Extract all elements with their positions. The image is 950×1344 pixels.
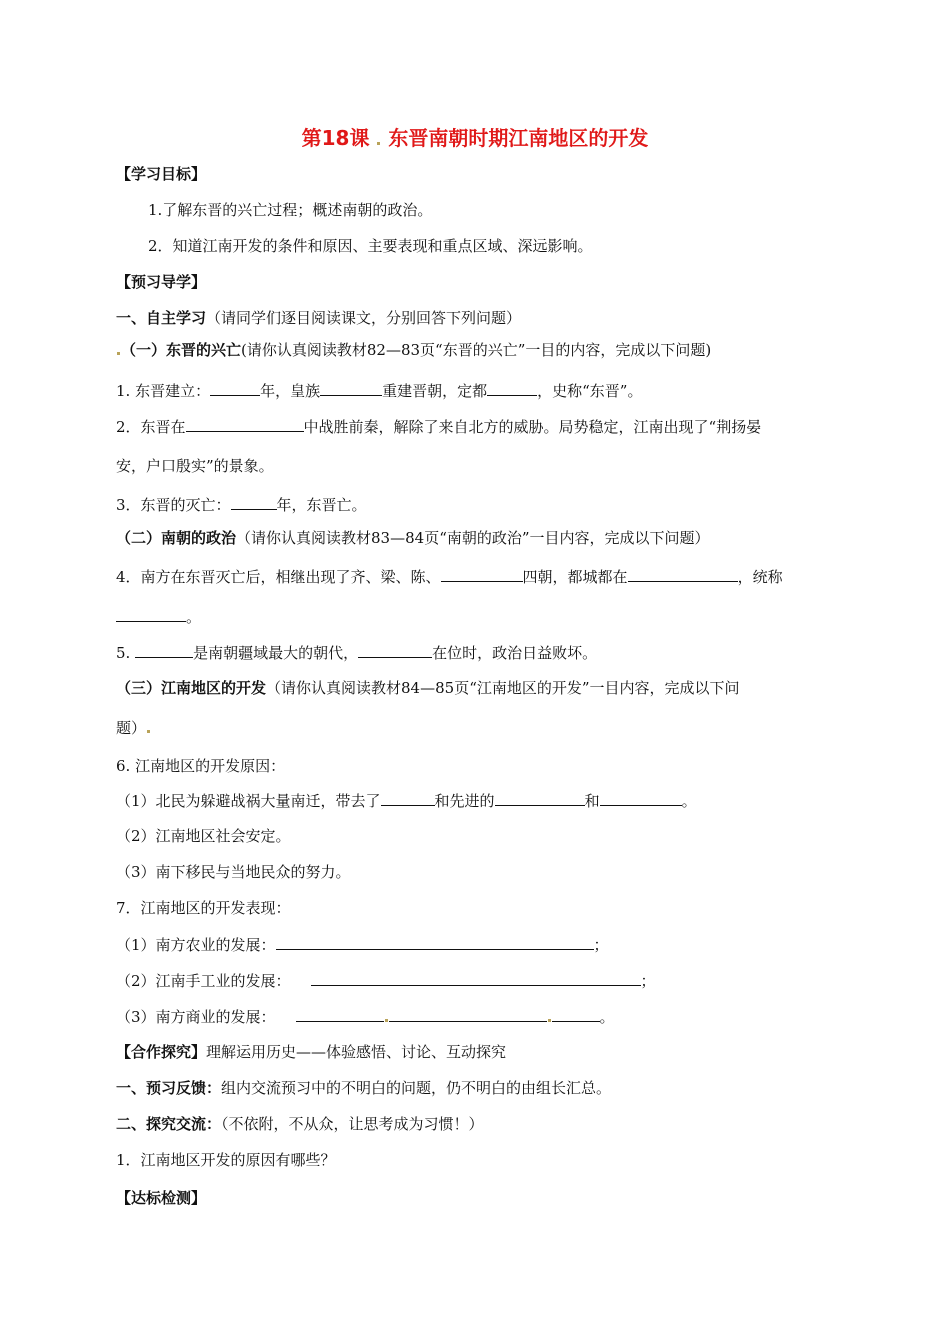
title-main: 东晋南朝时期江南地区的开发: [388, 126, 649, 150]
part-1-head: （一）东晋的兴亡: [121, 341, 242, 359]
section-learning-goals: 【学习目标】: [116, 165, 207, 183]
explore-exchange: [116, 1114, 484, 1134]
mark-dot: [548, 1019, 551, 1022]
q6-text: 和先进的: [434, 792, 495, 810]
mark-dot: [147, 730, 150, 733]
section-preview: 【预习导学】: [116, 273, 207, 291]
blank-collective-name[interactable]: [116, 606, 186, 622]
mark-dot: [117, 352, 120, 355]
q4-text: ，统称: [737, 568, 783, 586]
q6-text: （1）北民为躲避战祸大量南迁，带去了: [116, 792, 381, 810]
q7-text: （2）江南手工业的发展：: [116, 972, 291, 990]
q3-text: 3．东晋的灭亡：: [116, 496, 231, 514]
question-7: 7．江南地区的开发表现：: [116, 899, 291, 917]
blank-technology[interactable]: [495, 790, 585, 806]
blank-battle[interactable]: [186, 416, 304, 432]
q5-text: 是南朝疆域最大的朝代，: [193, 644, 359, 662]
part-3-note: （请你认真阅读教材84—85页“江南地区的开发”一目内容，完成以下问: [266, 679, 740, 697]
q6-text: 和: [584, 792, 600, 810]
coop-head: 【合作探究】: [116, 1043, 207, 1061]
title-prefix: 第18课: [301, 126, 370, 150]
part-3-heading: [116, 678, 740, 698]
question-7-2: [116, 970, 656, 991]
feedback-note: 组内交流预习中的不明白的问题，仍不明白的由组长汇总。: [221, 1079, 612, 1097]
goal-2: 2．知道江南开发的条件和原因、主要表现和重点区域、深远影响。: [148, 237, 593, 255]
mark-dot: [385, 1019, 388, 1022]
q4-text: 。: [186, 608, 202, 626]
question-7-1: [116, 934, 609, 955]
blank-year[interactable]: [210, 380, 260, 396]
q5-text: 5.: [116, 644, 131, 662]
question-4: [116, 566, 783, 587]
q7-text: ；: [640, 972, 656, 990]
part-3-heading-cont: [116, 718, 151, 738]
q1-text: ，史称“东晋”。: [537, 382, 643, 400]
blank-dynasty[interactable]: [135, 642, 193, 658]
q7-text: （1）南方农业的发展：: [116, 936, 276, 954]
question-6-3: （3）南下移民与当地民众的努力。: [116, 863, 351, 881]
explore-head: 二、探究交流：: [116, 1115, 222, 1133]
blank-commerce-2[interactable]: [389, 1006, 547, 1022]
q7-text: ；: [593, 936, 609, 954]
part-2-head: （二）南朝的政治: [116, 529, 237, 547]
question-5: [116, 642, 597, 663]
question-2: [116, 416, 761, 437]
mark-dot: [377, 142, 380, 145]
q7-text: 。: [599, 1008, 615, 1026]
q1-text: 年，皇族: [260, 382, 321, 400]
q3-text: 年，东晋亡。: [276, 496, 367, 514]
question-7-3: [116, 1006, 615, 1027]
q2-text: 2．东晋在: [116, 418, 186, 436]
self-study-heading: [116, 308, 521, 328]
q6-text: 。: [681, 792, 697, 810]
self-study-head: 一、自主学习: [116, 309, 207, 327]
blank-tools[interactable]: [600, 790, 682, 806]
blank-labor[interactable]: [381, 790, 435, 806]
explore-note: （不依附，不从众，让思考成为习惯！）: [221, 1115, 484, 1133]
part-2-heading: [116, 528, 710, 548]
blank-dynasty[interactable]: [441, 566, 523, 582]
section-cooperation: [116, 1042, 506, 1062]
question-3: [116, 494, 367, 515]
blank-capital[interactable]: [487, 380, 537, 396]
q2-text: 中战胜前秦，解除了来自北方的威胁。局势稳定，江南出现了“荆扬晏: [303, 418, 762, 436]
q4-text: 四朝，都城都在: [522, 568, 628, 586]
coop-note: 理解运用历史——体验感悟、讨论、互动探究: [206, 1043, 507, 1061]
q1-text: 1. 东晋建立：: [116, 382, 211, 400]
question-4-cont: [116, 606, 201, 627]
question-6: 6. 江南地区的开发原因：: [116, 757, 286, 775]
q1-text: 重建晋朝，定都: [382, 382, 488, 400]
blank-year[interactable]: [231, 494, 277, 510]
q4-text: 4．南方在东晋灭亡后，相继出现了齐、梁、陈、: [116, 568, 441, 586]
section-test: 【达标检测】: [116, 1189, 207, 1207]
goal-1: 1.了解东晋的兴亡过程；概述南朝的政治。: [148, 201, 433, 219]
blank-royal[interactable]: [320, 380, 382, 396]
feedback-head: 一、预习反馈：: [116, 1079, 222, 1097]
blank-agriculture[interactable]: [276, 934, 594, 950]
q5-text: 在位时，政治日益败坏。: [432, 644, 598, 662]
part-1-heading: [116, 340, 711, 360]
q7-text: （3）南方商业的发展：: [116, 1008, 276, 1026]
explore-question-1: 1．江南地区开发的原因有哪些？: [116, 1151, 336, 1169]
blank-commerce-3[interactable]: [552, 1006, 600, 1022]
blank-handicraft[interactable]: [311, 970, 641, 986]
question-2-cont: 安，户口殷实”的景象。: [116, 457, 274, 475]
question-6-1: [116, 790, 697, 811]
question-1: [116, 380, 642, 401]
question-6-2: （2）江南地区社会安定。: [116, 827, 291, 845]
part-1-note: (请你认真阅读教材82—83页“东晋的兴亡”一目的内容，完成以下问题): [241, 341, 712, 359]
part-3-head: （三）江南地区的开发: [116, 679, 267, 697]
page-title: [0, 124, 950, 152]
blank-emperor[interactable]: [358, 642, 432, 658]
self-study-note: （请同学们逐目阅读课文，分别回答下列问题）: [206, 309, 522, 327]
part-2-note: （请你认真阅读教材83—84页“南朝的政治”一目内容，完成以下问题）: [236, 529, 710, 547]
blank-capital[interactable]: [628, 566, 738, 582]
preview-feedback: [116, 1078, 611, 1098]
part-3-note-cont: 题）: [116, 719, 147, 737]
blank-commerce-1[interactable]: [296, 1006, 384, 1022]
